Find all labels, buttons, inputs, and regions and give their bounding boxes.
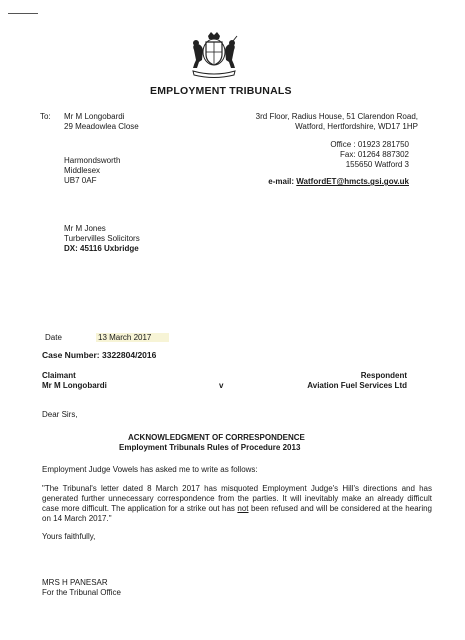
dx-number: 155650 Watford 3 [345,160,409,169]
sender-address-line: 3rd Floor, Radius House, 51 Clarendon Road, [255,112,418,121]
salutation: Dear Sirs, [42,410,78,419]
claimant-name: Mr M Longobardi [42,381,107,390]
respondent-name: Aviation Fuel Services Ltd [307,381,407,390]
quote-text-end: been refused and will be considered at the hearing on 14 March 2017." [42,504,432,523]
recipient-address-line: Harmondsworth [64,156,121,165]
cc-firm: Turbervilles Solicitors [64,234,140,243]
recipient-address-line: Middlesex [64,166,101,175]
claimant-label: Claimant [42,371,76,380]
claimant-block [42,371,107,391]
signature-block [42,578,121,598]
date-value [96,333,169,343]
quoted-paragraph [42,484,432,524]
heading-rules: Employment Tribunals Rules of Procedure 2013 [119,443,301,452]
sender-contacts [330,140,409,170]
respondent-label: Respondent [360,371,407,380]
email-line [268,177,409,187]
recipient-name: Mr M Longobardi [64,112,125,121]
date-value-text: 13 March 2017 [96,333,169,342]
recipient-block [64,112,139,132]
signatory-name: MRS H PANESAR [42,578,108,587]
sender-address [256,112,418,132]
respondent-block [307,371,407,391]
versus: v [219,381,224,390]
signatory-role: For the Tribunal Office [42,588,121,597]
sender-address-line: Watford, Hertfordshire, WD17 1HP [295,122,418,131]
quote-text: "The Tribunal's letter dated 8 March 2017 has misquoted Employment Judge's Hill's directions and has generated further unnecessary correspondence from the parties. It will inevitably make an already difficult case more difficult. The application for a strike out has [42,484,432,513]
fax-number: Fax: 01264 887302 [340,150,409,159]
email-label: e-mail: [268,177,295,186]
cc-name: Mr M Jones [64,224,106,233]
intro-paragraph: Employment Judge Vowels has asked me to write as follows: [42,465,258,474]
closing: Yours faithfully, [42,532,96,541]
heading-acknowledgment: ACKNOWLEDGMENT OF CORRESPONDENCE [128,433,305,442]
office-phone: Office : 01923 281750 [330,140,409,149]
margin-rule [8,13,38,14]
recipient-address-line: 29 Meadowlea Close [64,122,139,131]
cc-block [64,224,140,254]
recipient-postcode: UB7 0AF [64,176,97,185]
recipient-address-continued [64,156,120,186]
letterhead-title: EMPLOYMENT TRIBUNALS [150,85,292,97]
cc-dx: DX: 45116 Uxbridge [64,244,139,253]
quote-underlined-not: not [237,504,249,513]
royal-coat-of-arms-icon [187,30,241,80]
date-label: Date [45,333,62,342]
to-label: To: [40,112,51,121]
case-number: Case Number: 3322804/2016 [42,350,157,360]
email-link[interactable]: WatfordET@hmcts.gsi.gov.uk [296,177,409,186]
